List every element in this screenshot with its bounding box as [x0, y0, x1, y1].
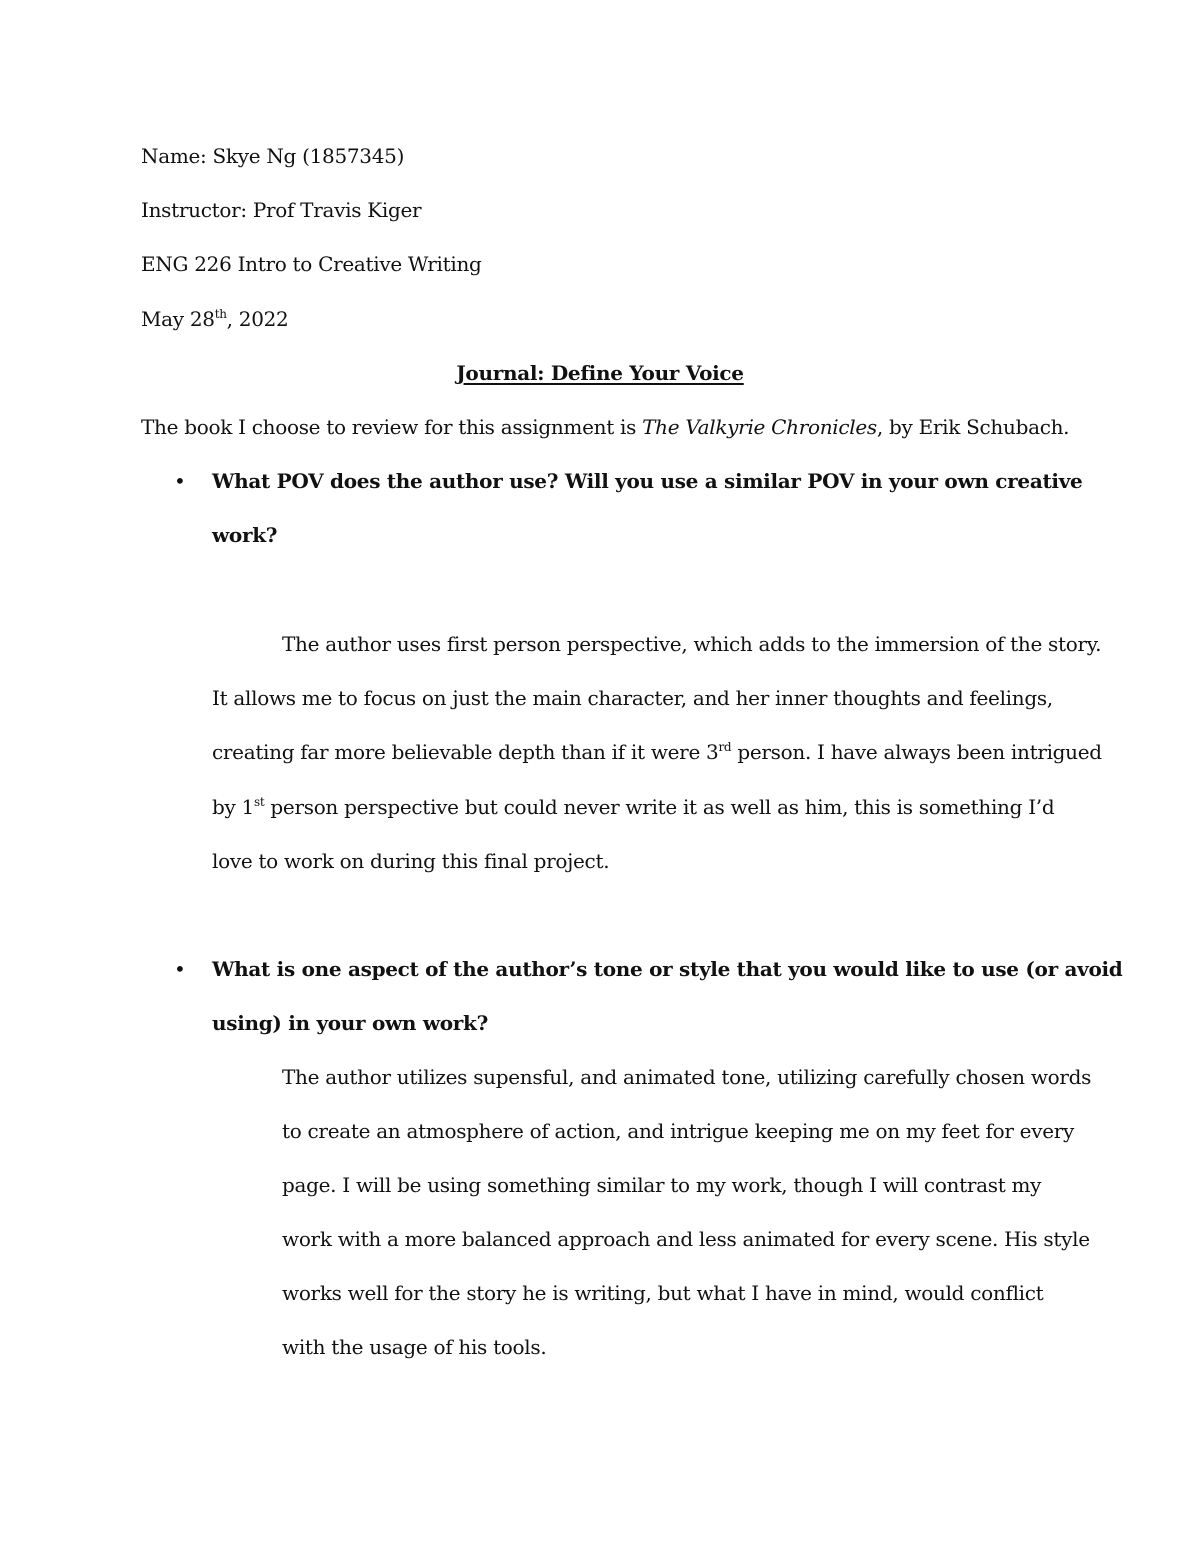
answer-1-line-4 — [212, 794, 1054, 820]
answer-1-line-5: love to work on during this final project. — [212, 849, 610, 873]
answer-2-line-5: works well for the story he is writing, but what I have in mind, would conflict — [282, 1281, 1044, 1305]
date-suffix: , 2022 — [226, 307, 289, 331]
answer-2-line-4: work with a more balanced approach and less animated for every scene. His style — [282, 1227, 1090, 1251]
date-superscript: th — [214, 307, 227, 321]
question-2-line-1: What is one aspect of the author’s tone or style that you would like to use (or avoid — [212, 957, 1123, 981]
date-prefix: May 28 — [141, 307, 215, 331]
page-title: Journal: Define Your Voice — [456, 361, 744, 385]
question-1-line-2: work? — [212, 523, 278, 547]
answer-1-line-3 — [212, 739, 1102, 765]
answer-2-line-3: page. I will be using something similar to my work, though I will contrast my — [282, 1173, 1042, 1197]
course: ENG 226 Intro to Creative Writing — [141, 252, 482, 276]
book-title: The Valkyrie Chronicles — [642, 415, 877, 439]
intro-before: The book I choose to review for this assignment is — [141, 415, 643, 439]
answer-1-line-4-superscript: st — [253, 795, 265, 809]
answer-2-line-2: to create an atmosphere of action, and intrigue keeping me on my feet for every — [282, 1119, 1075, 1143]
student-name: Name: Skye Ng (1857345) — [141, 144, 405, 168]
question-1-line-1: What POV does the author use? Will you use a similar POV in your own creative — [212, 469, 1083, 493]
instructor: Instructor: Prof Travis Kiger — [141, 198, 422, 222]
intro-paragraph — [141, 414, 1069, 440]
answer-1-line-3-after: person. I have always been intrigued — [731, 740, 1102, 764]
date — [141, 306, 289, 332]
answer-1-line-3-before: creating far more believable depth than if it were 3 — [212, 740, 719, 764]
answer-2-line-6: with the usage of his tools. — [282, 1335, 547, 1359]
answer-1-line-2: It allows me to focus on just the main character, and her inner thoughts and feelings, — [212, 686, 1053, 710]
answer-2-line-1: The author utilizes supensful, and animated tone, utilizing carefully chosen words — [282, 1065, 1092, 1089]
answer-1-line-3-superscript: rd — [718, 740, 732, 754]
bullet-icon: • — [174, 469, 186, 493]
bullet-icon: • — [174, 957, 186, 981]
answer-1-line-1: The author uses first person perspective, which adds to the immersion of the story. — [282, 632, 1102, 656]
answer-1-line-4-after: person perspective but could never write it as well as him, this is something I’d — [264, 795, 1055, 819]
question-2-line-2: using) in your own work? — [212, 1011, 488, 1035]
intro-after: , by Erik Schubach. — [876, 415, 1070, 439]
answer-1-line-4-before: by 1 — [212, 795, 254, 819]
